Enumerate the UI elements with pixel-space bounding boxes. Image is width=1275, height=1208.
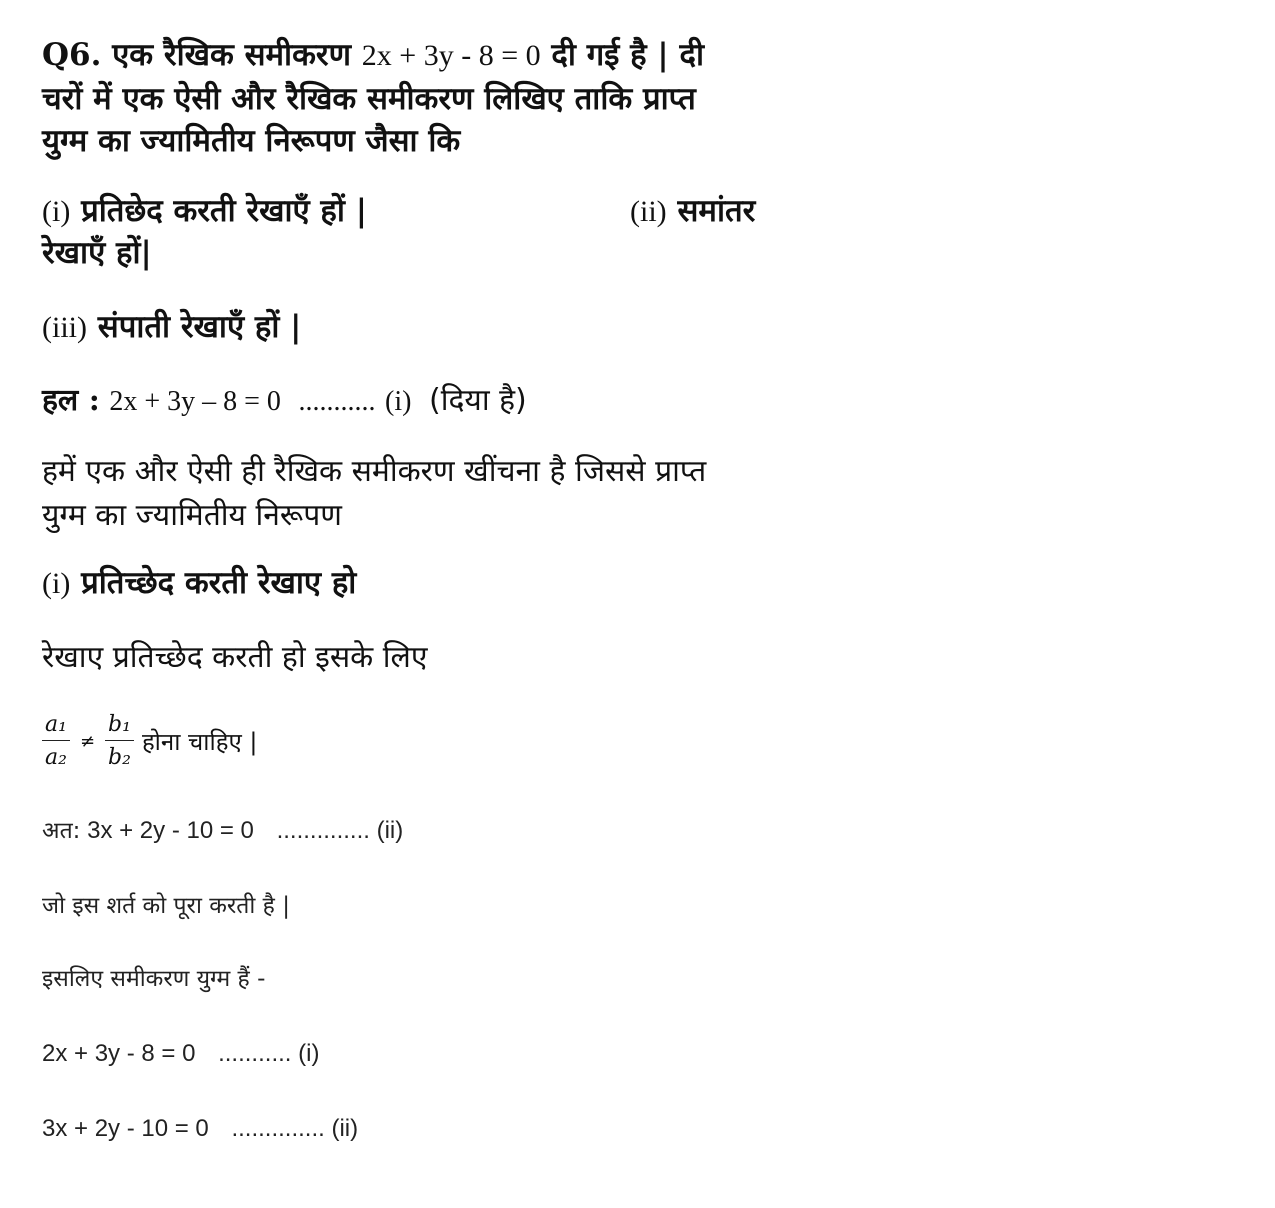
option-ii (630, 190, 755, 233)
option-iii-number: (iii) (42, 311, 87, 344)
final-equation-1-ref: (i) (298, 1040, 320, 1067)
option-ii-continued: रेखाएँ हों| (42, 235, 152, 271)
fraction-a1: a₁ (42, 712, 70, 741)
question-prefix: Q6. एक रैखिक समीकरण (42, 37, 351, 73)
atah-label: अत: (42, 818, 81, 844)
subcase-i-number: (i) (42, 567, 71, 600)
option-ii-text: समांतर (677, 193, 756, 229)
second-equation: 3x + 2y - 10 = 0 (87, 817, 254, 844)
final-equation-2-dots: .............. (231, 1115, 325, 1142)
given-note: (दिया है) (429, 383, 527, 418)
equation-pair-text: इसलिए समीकरण युग्म हैं - (42, 966, 266, 992)
option-ii-number: (ii) (630, 195, 667, 228)
final-equation-1 (42, 1038, 319, 1070)
solution-given (42, 380, 527, 423)
question-line-2: चरों में एक ऐसी और रैखिक समीकरण लिखिए ताकि प्राप्त (42, 81, 696, 117)
solution-label: हल : (42, 383, 100, 418)
subcase-i-text: प्रतिच्छेद करती रेखाए हो (81, 565, 357, 601)
not-equal-sign: ≠ (79, 730, 96, 752)
second-equation-dots: .............. (276, 817, 370, 844)
condition-satisfied-text: जो इस शर्त को पूरा करती है | (42, 893, 290, 919)
subcase-i-heading (42, 562, 356, 605)
option-i (42, 190, 367, 233)
fraction-b (105, 712, 134, 770)
second-equation-ref: (ii) (376, 817, 404, 844)
question-equation: 2x + 3y - 8 = 0 (361, 39, 541, 72)
solution-paragraph-line-1: हमें एक और ऐसी ही रैखिक समीकरण खींचना है जिससे प्राप्त (42, 454, 707, 489)
fraction-condition (42, 712, 257, 770)
final-equation-1-dots: ........... (218, 1040, 292, 1067)
option-i-number: (i) (42, 195, 71, 228)
solution-paragraph-line-2: युग्म का ज्यामितीय निरूपण (42, 498, 342, 533)
intersect-condition-intro: रेखाए प्रतिच्छेद करती हो इसके लिए (42, 640, 428, 675)
fraction-b1: b₁ (105, 712, 134, 741)
fraction-condition-text: होना चाहिए | (141, 727, 258, 756)
fraction-b2: b₂ (108, 745, 131, 770)
question-line-1 (42, 34, 704, 77)
second-equation-line (42, 815, 403, 847)
question-suffix: दी गई है | दी (551, 37, 704, 73)
fraction-a (42, 712, 70, 770)
final-equation-2-text: 3x + 2y - 10 = 0 (42, 1115, 209, 1142)
given-equation-dots: ........... (298, 386, 376, 417)
given-equation: 2x + 3y – 8 = 0 (109, 386, 281, 417)
final-equation-2 (42, 1113, 358, 1145)
option-iii (42, 306, 301, 349)
option-i-text: प्रतिछेद करती रेखाएँ हों | (81, 193, 367, 229)
final-equation-2-ref: (ii) (331, 1115, 359, 1142)
question-line-3: युग्म का ज्यामितीय निरूपण जैसा कि (42, 123, 461, 159)
fraction-a2: a₂ (45, 745, 67, 770)
final-equation-1-text: 2x + 3y - 8 = 0 (42, 1040, 196, 1067)
option-iii-text: संपाती रेखाएँ हों | (97, 309, 302, 345)
given-equation-ref: (i) (385, 386, 412, 417)
